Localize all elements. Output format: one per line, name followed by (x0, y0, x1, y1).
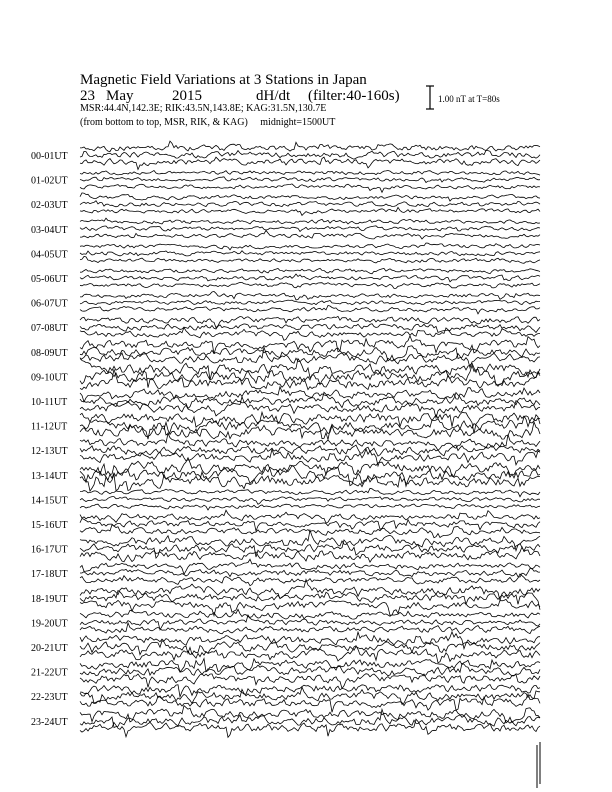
row-label: 18-19UT (31, 593, 68, 605)
trace-line (80, 274, 540, 282)
trace-line (80, 504, 540, 510)
date-year: 2015 (172, 88, 202, 104)
date-day: 23 (80, 88, 95, 104)
row-label: 21-22UT (31, 667, 68, 679)
row-label: 07-08UT (31, 323, 68, 335)
row-label: 08-09UT (31, 347, 68, 359)
trace-line (80, 184, 540, 192)
trace-line (80, 445, 540, 456)
row-label: 06-07UT (31, 298, 68, 310)
row-label: 10-11UT (31, 397, 68, 408)
row-label: 15-16UT (31, 520, 68, 531)
trace-line (80, 177, 540, 183)
trace-line (80, 472, 540, 491)
trace-line (80, 574, 540, 586)
trace-line (80, 243, 540, 250)
row-label: 02-03UT (31, 200, 68, 212)
trace-line (80, 709, 540, 727)
trace-line (80, 609, 540, 619)
row-label: 00-01UT (31, 151, 68, 162)
row-label: 16-17UT (31, 544, 68, 556)
trace-line (80, 157, 540, 169)
row-label: 12-13UT (31, 446, 68, 458)
row-label: 03-04UT (31, 224, 68, 236)
trace-line (80, 171, 540, 176)
trace-line (80, 306, 540, 314)
trace-line (80, 623, 540, 634)
row-label: 14-15UT (31, 495, 68, 507)
trace-line (80, 497, 540, 505)
trace-line (80, 510, 540, 523)
trace-line (80, 397, 540, 418)
trace-line (80, 580, 540, 601)
trace-line (80, 422, 540, 439)
trace-line (80, 559, 540, 574)
row-label: 19-20UT (31, 618, 68, 630)
trace-line (80, 218, 540, 224)
row-label: 20-21UT (31, 643, 68, 654)
trace-line (80, 387, 540, 402)
row-label: 13-14UT (31, 470, 68, 482)
row-label: 23-24UT (31, 716, 68, 728)
trace-line (80, 599, 540, 615)
trace-line (80, 639, 540, 655)
trace-line (80, 207, 540, 215)
row-label: 09-10UT (31, 372, 68, 384)
trace-line (80, 226, 540, 232)
trace-line (80, 412, 540, 433)
row-label: 22-23UT (31, 692, 68, 704)
trace-line (80, 646, 540, 663)
trace-line (80, 193, 540, 201)
quantity-label: dH/dt (256, 88, 291, 104)
trace-line (80, 300, 540, 305)
trace-line (80, 282, 540, 288)
trace-line (80, 615, 540, 630)
trace-line (80, 464, 540, 486)
row-label: 05-06UT (31, 274, 68, 285)
date-month: May (106, 88, 134, 104)
trace-line (80, 251, 540, 256)
trace-line (80, 268, 540, 274)
station-order-text: (from bottom to top, MSR, RIK, & KAG) (80, 117, 248, 128)
midnight-note: midnight=1500UT (260, 117, 336, 128)
trace-line (80, 719, 540, 737)
trace-line (80, 230, 540, 239)
trace-line (80, 257, 540, 264)
row-label: 01-02UT (31, 175, 68, 187)
trace-line (80, 150, 540, 159)
station-coordinates: MSR:44.4N,142.3E; RIK:43.5N,143.8E; KAG:31.5N,130.7E (80, 103, 327, 114)
row-label: 17-18UT (31, 569, 68, 581)
trace-line (80, 316, 540, 327)
trace-line (80, 201, 540, 207)
trace-line (80, 327, 540, 340)
row-label: 04-05UT (31, 249, 68, 261)
trace-line (80, 324, 540, 333)
trace-line (80, 141, 540, 151)
scale-bar-label: 1.00 nT at T=80s (438, 94, 500, 104)
trace-line (80, 685, 540, 697)
chart-title: Magnetic Field Variations at 3 Stations in Japan (80, 72, 367, 88)
filter-label: (filter:40-160s) (308, 88, 400, 104)
row-label: 11-12UT (31, 421, 68, 433)
trace-line (80, 291, 540, 300)
trace-line (80, 488, 540, 496)
